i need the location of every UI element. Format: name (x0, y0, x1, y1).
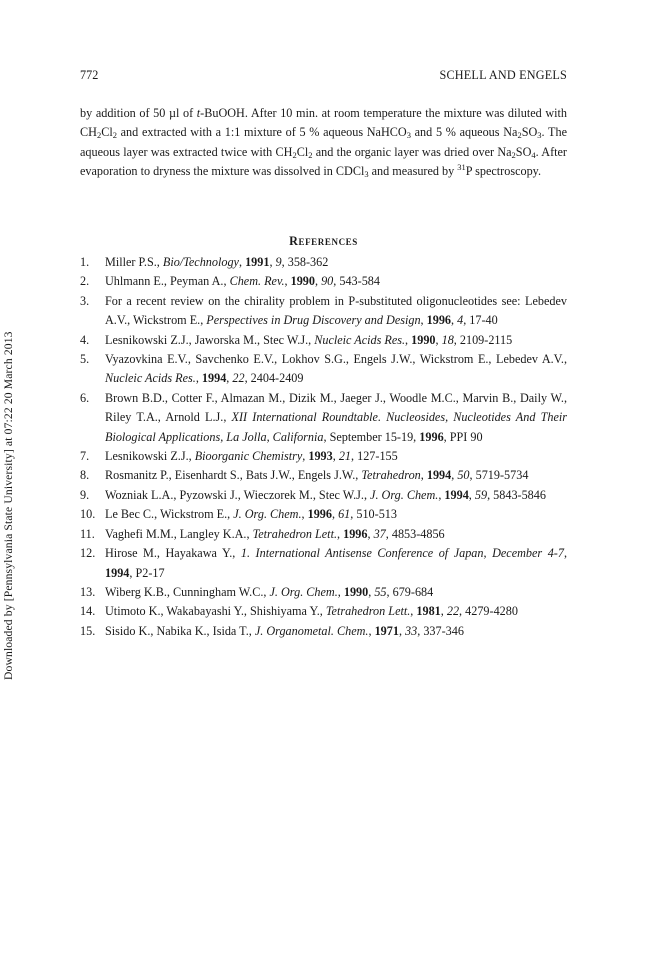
bold-text: 1996 (419, 429, 444, 444)
subscript: 2 (96, 130, 102, 141)
subscript: 3 (537, 130, 542, 141)
reference-text: Sisido K., Nabika K., Isida T., J. Organometal. Chem., 1971, 33, 337-346 (105, 623, 464, 638)
italic-text: J. Org. Chem. (370, 487, 439, 502)
bold-text: 1981 (416, 604, 441, 619)
italic-text: 21 (338, 449, 352, 464)
italic-text: Tetrahedron (361, 468, 421, 483)
bold-text: 1994 (105, 565, 130, 580)
italic-text: Nucleic Acids Res. (314, 332, 406, 347)
reference-item (80, 331, 567, 350)
bold-text: 1996 (426, 313, 452, 328)
reference-text: Hirose M., Hayakawa Y., 1. International Antisense Conference of Japan, December 4-7, 1994, P2-17 (105, 546, 567, 580)
reference-number: 12. (80, 546, 96, 561)
reference-number: 3. (80, 293, 90, 308)
italic-text: 4 (457, 313, 464, 328)
italic-text: J. Organometal. Chem. (254, 623, 369, 638)
reference-text: Lesnikowski Z.J., Jaworska M., Stec W.J., Nucleic Acids Res., 1990, 18, 2109-2115 (105, 332, 513, 347)
italic-text: t (196, 106, 201, 120)
italic-text: Chem. Rev. (229, 274, 285, 289)
italic-text: 55 (374, 584, 387, 599)
reference-text: Vaghefi M.M., Langley K.A., Tetrahedron Lett., 1996, 37, 4853-4856 (105, 526, 445, 541)
reference-text: Wozniak L.A., Pyzowski J., Wieczorek M., Stec W.J., J. Org. Chem., 1994, 59, 5843-5846 (105, 487, 546, 502)
subscript: 2 (292, 149, 297, 160)
reference-list (80, 253, 567, 641)
subscript: 2 (112, 130, 117, 141)
reference-item (80, 622, 567, 641)
reference-number: 15. (80, 623, 96, 638)
reference-number: 8. (80, 468, 90, 483)
italic-text: 90 (321, 274, 334, 289)
reference-number: 5. (80, 352, 90, 367)
reference-item (80, 272, 567, 291)
italic-text: Tetrahedron Lett. (325, 604, 411, 619)
references-heading: References (289, 234, 358, 248)
reference-item (80, 350, 567, 389)
subscript: 2 (511, 149, 516, 160)
download-note: Downloaded by [Pennsylvania State University] at 07:22 20 March 2013 (2, 331, 15, 680)
running-head: SCHELL AND ENGELS (439, 68, 567, 82)
reference-item (80, 505, 567, 524)
italic-text: 1. International Antisense Conference of Japan, December 4-7 (240, 546, 564, 561)
bold-text: 1993 (308, 449, 333, 464)
reference-number: 14. (80, 604, 96, 619)
reference-number: 11. (80, 526, 95, 541)
reference-text: Miller P.S., Bio/Technology, 1991, 9, 358-362 (105, 255, 329, 269)
italic-text: 50 (457, 468, 470, 483)
italic-text: Perspectives in Drug Discovery and Design (206, 313, 421, 328)
italic-text: XII International Roundtable. Nucleosides, Nucleotides And Their Biological Applications, La Jolla, California (105, 410, 567, 444)
italic-text: J. Org. Chem. (233, 507, 302, 522)
reference-text: Uhlmann E., Peyman A., Chem. Rev., 1990, 90, 543-584 (105, 274, 380, 289)
reference-number: 6. (80, 390, 90, 405)
reference-number: 4. (80, 332, 90, 347)
italic-text: Nucleic Acids Res. (105, 371, 196, 386)
italic-text: Bio/Technology (162, 255, 239, 269)
italic-text: 22 (446, 604, 460, 619)
reference-text: Lesnikowski Z.J., Bioorganic Chemistry, 1993, 21, 127-155 (105, 449, 398, 464)
italic-text: Tetrahedron Lett. (252, 526, 337, 541)
subscript: 3 (406, 130, 411, 141)
italic-text: 9 (275, 255, 282, 269)
body-paragraph: by addition of 50 µl of t-BuOOH. After 10 min. at room temperature the mixture was diluted with $CH_2Cl_2$ and extracted with a 1:1 mixture of 5 % aqueous NaHCO$_3$ and 5 % aqueous $Na_2SO_3$. The aqueous layer was extracted twice with $CH_2Cl_2$ and the organic layer was dried over $Na_2SO_4$. After evaporation to dryness the mixture was dissolved in CDCl$_3$ and measured by $^{31}$P spectroscopy. (80, 106, 568, 180)
reference-item (80, 583, 567, 602)
reference-text: Le Bec C., Wickstrom E., J. Org. Chem., 1996, 61, 510-513 (105, 507, 397, 522)
reference-text: For a recent review on the chirality problem in P-substituted oligonucleotides see: Lebedev A.V., Wickstrom E., Perspectives in Drug Discovery and Design, 1996, 4, 17-40 (105, 293, 567, 328)
bold-text: 1991 (245, 255, 270, 269)
reference-item (80, 253, 567, 272)
subscript: 2 (308, 149, 313, 160)
subscript: 2 (517, 130, 522, 141)
bold-text: 1990 (343, 584, 369, 599)
reference-number: 9. (80, 487, 90, 502)
reference-item (80, 466, 567, 485)
reference-number: 10. (80, 507, 96, 522)
download-watermark (2, 120, 18, 680)
superscript: 31 (457, 162, 466, 173)
bold-text: 1996 (343, 526, 368, 541)
reference-text: Brown B.D., Cotter F., Almazan M., Dizik M., Jaeger J., Woodle M.C., Marvin B., Daily W., Riley T.A., Arnold L.J., XII International Roundtable. Nucleosides, Nucleotides And Their Biological Applications, La Jolla, California, September 15-19, 1996, PPI 90 (105, 390, 567, 444)
reference-text: Vyazovkina E.V., Savchenko E.V., Lokhov S.G., Engels J.W., Wickstrom E., Lebedev A.V., Nucleic Acids Res., 1994, 22, 2404-2409 (105, 352, 567, 386)
body-text (80, 104, 567, 182)
reference-item (80, 486, 567, 505)
reference-text: Rosmanitz P., Eisenhardt S., Bats J.W., Engels J.W., Tetrahedron, 1994, 50, 5719-5734 (105, 468, 529, 483)
italic-text: 59 (474, 487, 488, 502)
italic-text: 61 (338, 507, 351, 522)
italic-text: Bioorganic Chemistry (194, 449, 303, 464)
bold-text: 1971 (374, 623, 399, 638)
italic-text: 18 (441, 332, 454, 347)
reference-number: 2. (80, 274, 90, 289)
subscript: 3 (364, 169, 369, 180)
reference-text: Wiberg K.B., Cunningham W.C., J. Org. Chem., 1990, 55, 679-684 (105, 584, 434, 599)
bold-text: 1990 (411, 332, 436, 347)
reference-item (80, 602, 567, 621)
reference-number: 7. (80, 449, 90, 464)
bold-text: 1990 (290, 274, 315, 289)
bold-text: 1994 (426, 468, 452, 483)
italic-text: 33 (405, 623, 418, 638)
bold-text: 1994 (444, 487, 469, 502)
subscript: 4 (531, 149, 536, 160)
reference-item (80, 447, 567, 466)
bold-text: 1996 (307, 507, 332, 522)
reference-number: 1. (80, 255, 90, 269)
reference-item (80, 525, 567, 544)
bold-text: 1994 (201, 371, 227, 386)
reference-text: Utimoto K., Wakabayashi Y., Shishiyama Y., Tetrahedron Lett., 1981, 22, 4279-4280 (105, 604, 518, 619)
reference-item (80, 544, 567, 583)
italic-text: 22 (232, 371, 245, 386)
page-number: 772 (80, 68, 99, 82)
reference-item (80, 389, 567, 447)
reference-number: 13. (80, 584, 96, 599)
italic-text: J. Org. Chem. (269, 584, 338, 599)
reference-item (80, 292, 567, 331)
italic-text: 37 (373, 526, 386, 541)
page-header (80, 68, 567, 84)
